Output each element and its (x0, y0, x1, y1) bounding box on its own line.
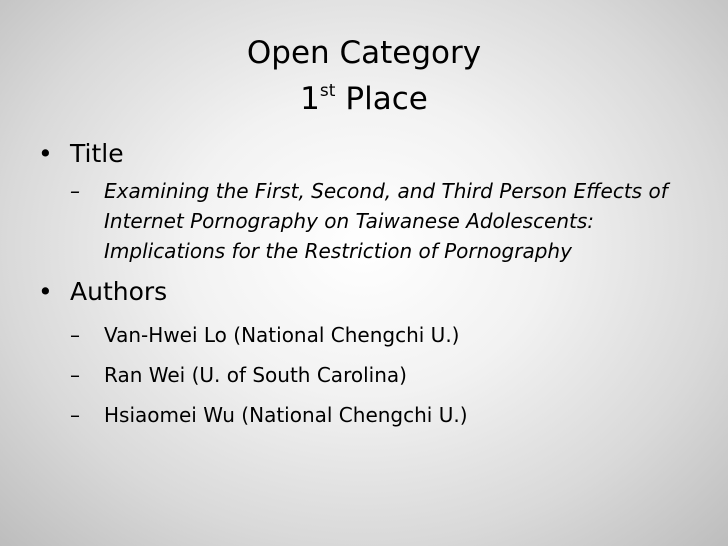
author-text: Hsiaomei Wu (National Chengchi U.) (104, 403, 468, 427)
paper-title-text: Examining the First, Second, and Third Person Effects of Internet Pornography on Taiwanese Adolescents: Implications for the Restriction of Pornography (104, 179, 668, 263)
bullet-title-heading (30, 136, 700, 172)
dash-icon: – (70, 363, 80, 387)
dash-icon: – (70, 179, 80, 203)
slide-title (0, 30, 728, 122)
author-item (30, 320, 700, 350)
bullet-icon: • (38, 277, 53, 306)
paper-title-item (30, 176, 700, 266)
author-text: Ran Wei (U. of South Carolina) (104, 363, 407, 387)
author-item (30, 400, 700, 430)
dash-icon: – (70, 403, 80, 427)
title-line-place (0, 76, 728, 122)
place-number: 1 (300, 81, 320, 117)
bullet-icon: • (38, 139, 53, 168)
place-superscript: st (319, 81, 336, 101)
author-item (30, 360, 700, 390)
slide-content (30, 136, 700, 430)
title-line-category: Open Category (246, 35, 482, 71)
bullet-authors-heading (30, 274, 700, 310)
dash-icon: – (70, 323, 80, 347)
section-heading: Authors (70, 277, 168, 306)
place-word: Place (345, 81, 428, 117)
author-text: Van-Hwei Lo (National Chengchi U.) (104, 323, 460, 347)
section-heading: Title (70, 139, 124, 168)
